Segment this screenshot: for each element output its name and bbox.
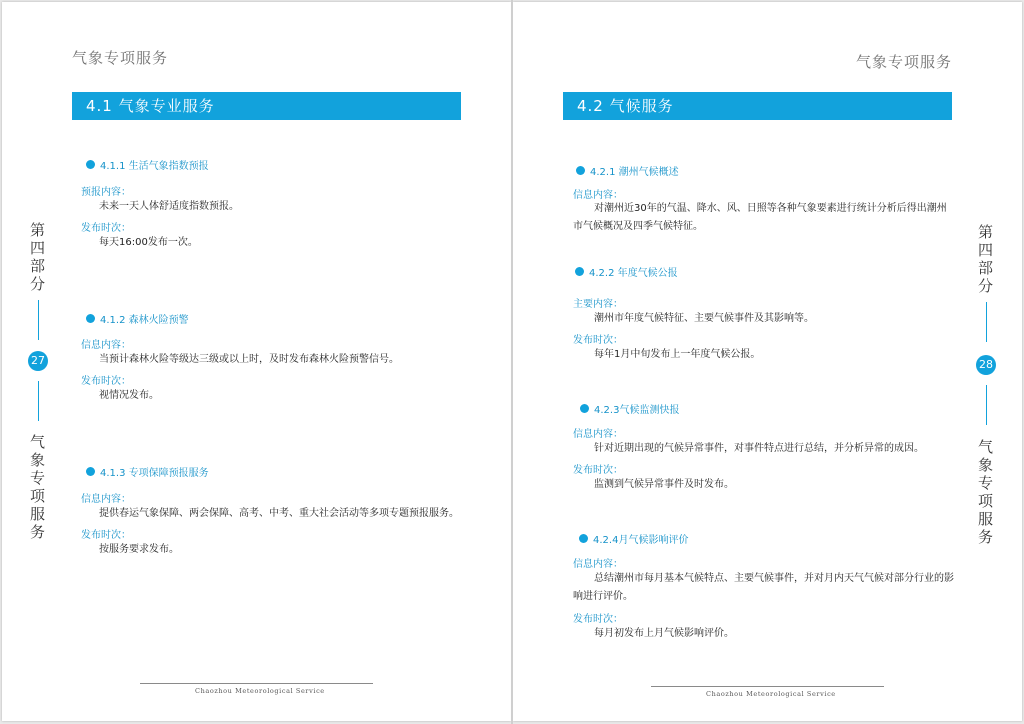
time-text: 每天16:00发布一次。: [99, 237, 198, 248]
content-label: 信息内容：: [81, 340, 131, 351]
side-title-right: 气象专项服务: [976, 439, 994, 547]
content-text: 针对近期出现的气候异常事件，对事件特点进行总结，并分析异常的成因。: [594, 443, 924, 454]
bullet-dot-icon: [575, 267, 584, 276]
time-text: 监测到气候异常事件及时发布。: [594, 479, 734, 490]
subsection-title: 4.2.2 年度气候公报: [589, 268, 678, 279]
content-label: 信息内容：: [573, 190, 623, 201]
content-label: 主要内容：: [573, 299, 623, 310]
subsection-title: 4.1.1 生活气象指数预报: [100, 161, 209, 172]
time-text: 每年1月中旬发布上一年度气候公报。: [594, 349, 761, 360]
bullet-dot-icon: [86, 160, 95, 169]
bullet-dot-icon: [579, 534, 588, 543]
content-text: 总结潮州市每月基本气候特点、主要气候事件，并对月内天气气候对部分行业的影响进行评价。: [573, 573, 954, 602]
time-label: 发布时次：: [573, 335, 623, 346]
subsection-title: 4.2.3气候监测快报: [594, 405, 680, 416]
running-head-right: 气象专项服务: [856, 53, 953, 71]
time-label: 发布时次：: [81, 223, 131, 234]
footer-text-right: Chaozhou Meteorological Service: [706, 690, 836, 698]
side-part-label-right: 第四部分: [976, 224, 994, 296]
time-label: 发布时次：: [81, 376, 131, 387]
book-spine: [511, 0, 513, 724]
subsection-4-2-4: [579, 531, 688, 546]
time-label: 发布时次：: [573, 614, 623, 625]
time-label: 发布时次：: [81, 530, 131, 541]
time-text: 视情况发布。: [99, 390, 159, 401]
subsection-title: 4.1.3 专项保障预报服务: [100, 468, 209, 479]
content-text: 未来一天人体舒适度指数预报。: [99, 201, 239, 212]
content-text: 潮州市年度气候特征、主要气候事件及其影响等。: [594, 313, 814, 324]
bullet-dot-icon: [580, 404, 589, 413]
subsection-4-2-3: [580, 401, 679, 416]
content-label: 预报内容：: [81, 187, 131, 198]
subsection-4-2-1: [576, 163, 679, 178]
section-title-4-2: 4.2 气候服务: [563, 92, 952, 120]
content-label: 信息内容：: [573, 429, 623, 440]
footer-text-left: Chaozhou Meteorological Service: [195, 687, 325, 695]
bullet-dot-icon: [576, 166, 585, 175]
subsection-4-2-2: [575, 264, 678, 279]
side-divider: [38, 300, 39, 340]
side-title-left: 气象专项服务: [28, 434, 46, 542]
running-head-left: 气象专项服务: [72, 49, 169, 67]
subsection-4-1-2: [86, 311, 189, 326]
footer-rule-left: [140, 683, 373, 684]
page-number-right: 28: [976, 355, 996, 375]
content-label: 信息内容：: [81, 494, 131, 505]
content-text: 当预计森林火险等级达三级或以上时，及时发布森林火险预警信号。: [99, 354, 399, 365]
bullet-dot-icon: [86, 314, 95, 323]
time-text: 按服务要求发布。: [99, 544, 179, 555]
footer-rule-right: [651, 686, 884, 687]
content-text: 提供春运气象保障、两会保障、高考、中考、重大社会活动等多项专题预报服务。: [99, 508, 459, 519]
subsection-4-1-1: [86, 157, 209, 172]
subsection-title: 4.2.1 潮州气候概述: [590, 167, 679, 178]
content-label: 信息内容：: [573, 559, 623, 570]
subsection-4-1-3: [86, 464, 209, 479]
section-title-4-1: 4.1 气象专业服务: [72, 92, 461, 120]
subsection-title: 4.1.2 森林火险预警: [100, 315, 189, 326]
subsection-title: 4.2.4月气候影响评价: [593, 535, 689, 546]
side-divider: [986, 302, 987, 342]
content-text: 对潮州近30年的气温、降水、风、日照等各种气象要素进行统计分析后得出潮州市气候概况及四季气候特征。: [573, 203, 947, 232]
time-text: 每月初发布上月气候影响评价。: [594, 628, 734, 639]
bullet-dot-icon: [86, 467, 95, 476]
side-part-label-left: 第四部分: [28, 222, 46, 294]
side-divider: [986, 385, 987, 425]
time-label: 发布时次：: [573, 465, 623, 476]
page-number-left: 27: [28, 351, 48, 371]
side-divider: [38, 381, 39, 421]
